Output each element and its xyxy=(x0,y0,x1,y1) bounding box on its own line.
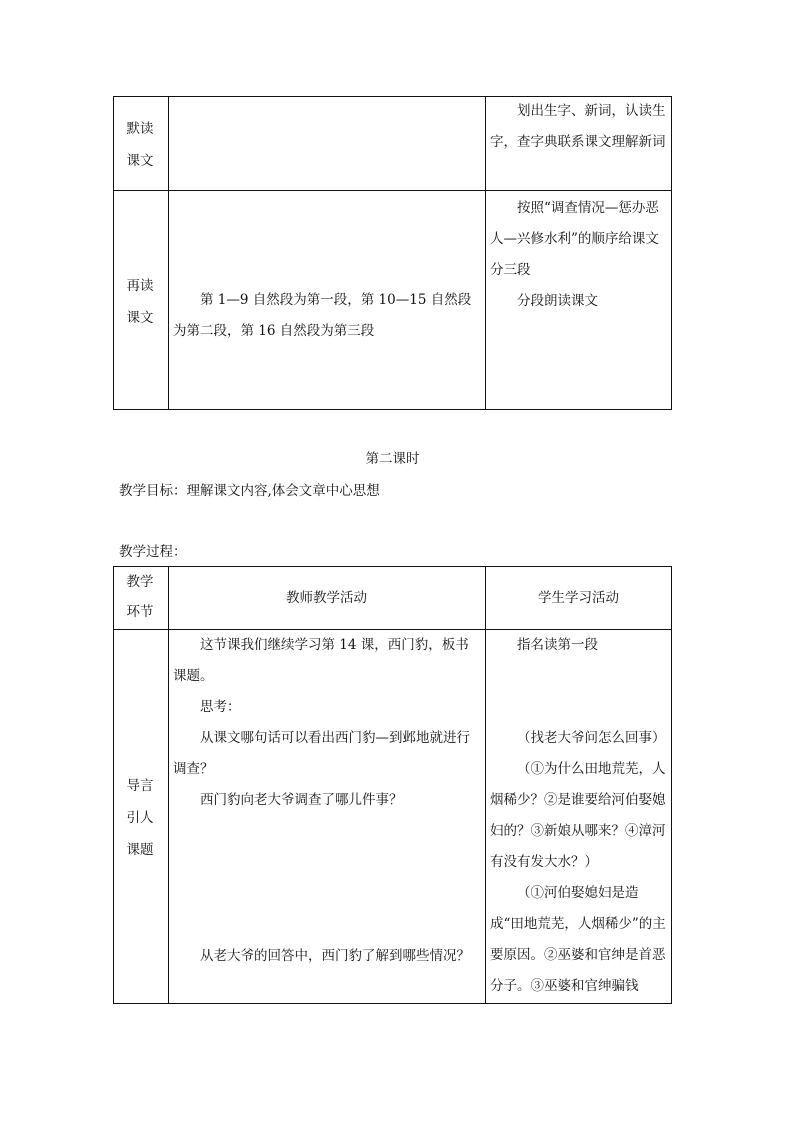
table2-header-stage: 教学 环节 xyxy=(126,574,154,620)
table1-row2-teacher-text: 第 1—9 自然段为第一段，第 10—15 自然段为第二段，第 16 自然段为第三段 xyxy=(173,292,472,339)
teacher-q3: 从老大爷的回答中，西门豹了解到哪些情况？ xyxy=(200,948,470,964)
student-answer-1: （找老大爷问怎么回事） xyxy=(517,730,666,746)
table2-col-divider-2 xyxy=(485,566,486,1004)
table2-row-label: 导言 引人 课题 xyxy=(126,778,154,858)
table1-row1-student-text: 划出生字、新词，认读生字，查字典联系课文理解新词 xyxy=(490,103,666,150)
table1-row1-label: 默读 课文 xyxy=(126,121,154,169)
table2-header-teacher: 教师教学活动 xyxy=(286,590,367,606)
student-answer-3: （①河伯娶媳妇是造成“田地荒芜，人烟稀少”的主要原因。②巫婆和官绅是首恶分子。③巫婆和官绅骗钱 xyxy=(490,885,666,994)
teaching-process-label: 教学过程： xyxy=(119,544,187,560)
table1-row2-label: 再读 课文 xyxy=(126,278,154,326)
table2-student-cell-a xyxy=(490,630,668,661)
teacher-intro: 这节课我们继续学习第 14 课，西门豹，板书课题。 xyxy=(173,637,469,684)
section-title: 第二课时 xyxy=(365,451,420,467)
table2-student-cell-b xyxy=(490,723,668,1002)
table1-row1-student-cell xyxy=(490,96,668,158)
table1-row2-student-cell xyxy=(490,193,668,317)
table1-row2-student-text-1: 按照“调查情况—惩办恶人—兴修水利”的顺序给课文分三段 xyxy=(490,200,659,278)
table2-teacher-q3-cell xyxy=(173,941,481,972)
student-answer-2: （①为什么田地荒芜，人烟稀少？②是谁要给河伯娶媳妇的？③新娘从哪来？④漳河有没有发大水？） xyxy=(490,761,666,870)
table2-header-student: 学生学习活动 xyxy=(538,590,619,606)
table1-row2-teacher-cell xyxy=(173,285,481,347)
table1-col-divider-1 xyxy=(168,96,169,410)
table2-col-divider-1 xyxy=(168,566,169,1004)
table1-row-divider xyxy=(113,190,672,191)
teacher-q1: 从课文哪句话可以看出西门豹—到邺地就进行调查？ xyxy=(173,730,470,777)
table1-col-divider-2 xyxy=(485,96,486,410)
teacher-think: 思考： xyxy=(200,699,241,715)
table1-row2-student-text-2: 分段朗读课文 xyxy=(517,293,598,309)
table2-teacher-cell xyxy=(173,630,481,816)
student-read: 指名读第一段 xyxy=(517,637,598,653)
teaching-goal: 教学目标：理解课文内容,体会文章中心思想 xyxy=(119,483,380,499)
teacher-q2: 西门豹向老大爷调查了哪儿件事？ xyxy=(200,792,403,808)
